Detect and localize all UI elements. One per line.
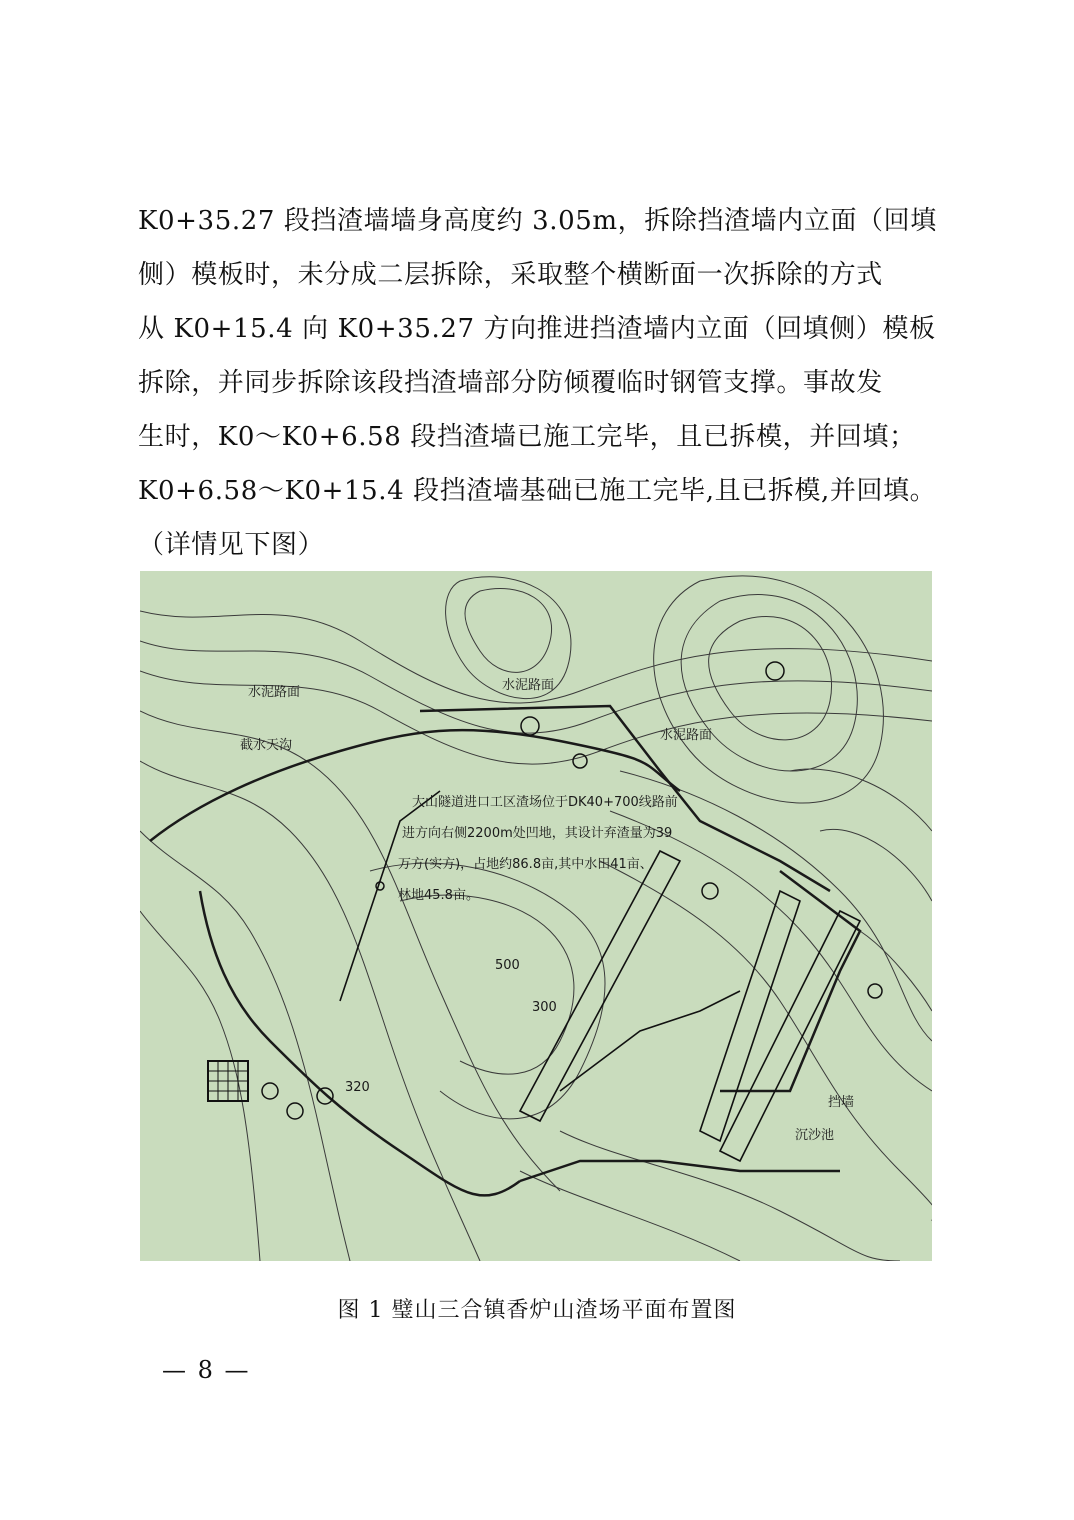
map-background [140, 571, 932, 1261]
map-label-1: 截水天沟 [240, 738, 293, 753]
site-plan-drawing [140, 571, 932, 1261]
map-label-5: 沉沙池 [795, 1128, 835, 1143]
body-line-1: K0+35.27 段挡渣墙墙身高度约 3.05m，拆除挡渣墙内立面（回填 [138, 206, 937, 236]
map-label-2: 水泥路面 [248, 685, 301, 700]
annotation-line-2: 进方向右侧2200m处凹地，其设计弃渣量为39 [402, 826, 673, 841]
map-label-9: 500 [495, 958, 520, 973]
map-label-6: 挡墙 [828, 1095, 855, 1110]
site-plan-figure [140, 571, 932, 1261]
annotation-line-3: 万方(实方)，占地约86.8亩,其中水田41亩、 [398, 857, 653, 872]
map-label-3: 水泥路面 [502, 678, 555, 693]
body-line-6: K0+6.58～K0+15.4 段挡渣墙基础已施工完毕,且已拆模,并回填。 [138, 476, 937, 506]
annotation-line-4: 林地45.8亩。 [398, 888, 479, 903]
map-label-7: 320 [345, 1080, 370, 1095]
body-line-3: 从 K0+15.4 向 K0+35.27 方向推进挡渣墙内立面（回填侧）模板 [138, 314, 936, 344]
body-paragraph [138, 194, 938, 572]
body-line-4: 拆除，并同步拆除该段挡渣墙部分防倾覆临时钢管支撑。事故发 [138, 368, 883, 398]
map-label-4: 水泥路面 [660, 728, 713, 743]
figure-caption: 图 1 璧山三合镇香炉山渣场平面布置图 [337, 1298, 737, 1323]
page-number: — 8 — [162, 1356, 251, 1384]
annotation-line-1: 大山隧道进口工区渣场位于DK40+700线路前 [412, 795, 678, 810]
body-line-7: （详情见下图） [138, 530, 325, 560]
map-label-8: 300 [532, 1000, 557, 1015]
body-line-5: 生时，K0～K0+6.58 段挡渣墙已施工完毕，且已拆模，并回填； [138, 422, 916, 452]
body-line-2: 侧）模板时，未分成二层拆除，采取整个横断面一次拆除的方式 [138, 260, 883, 290]
